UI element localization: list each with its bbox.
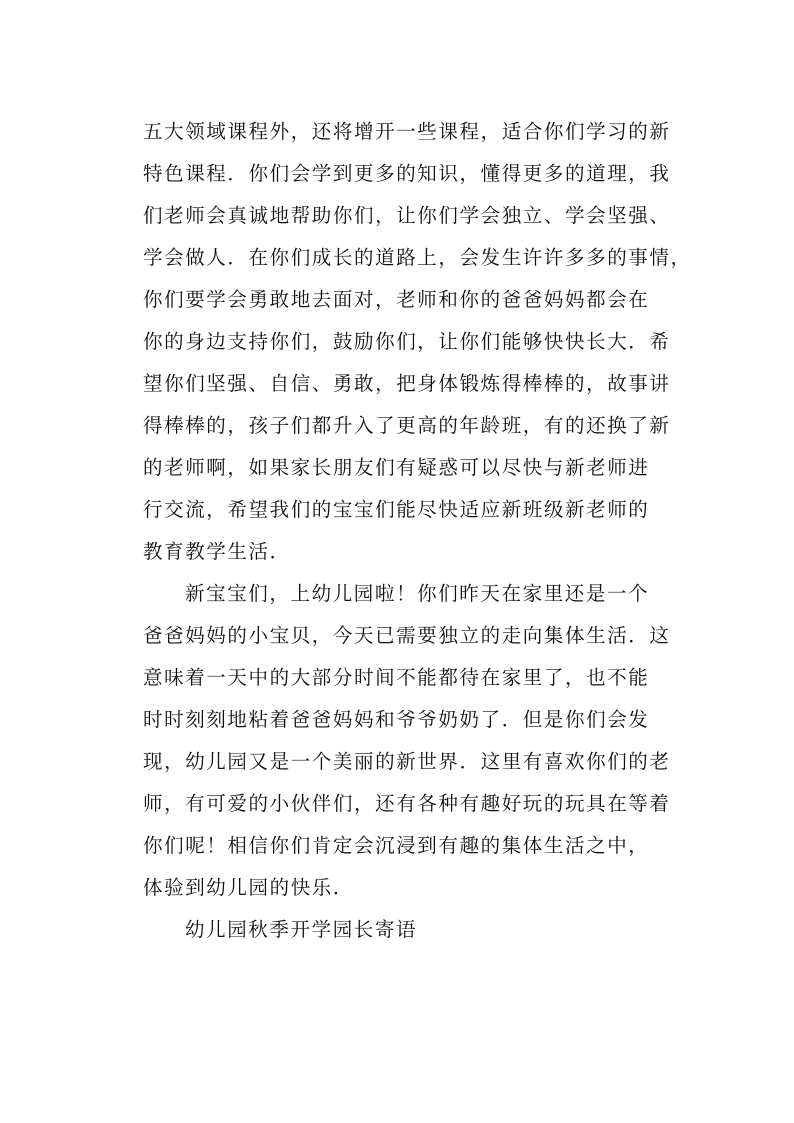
paragraph-start-line: 新宝宝们，上幼儿园啦！你们昨天在家里还是一个 [185,582,650,605]
text-line: 们老师会真诚地帮助你们，让你们学会独立、学会坚强、 [143,204,671,227]
text-line: 你的身边支持你们，鼓励你们，让你们能够快快长大．希 [143,330,671,353]
text-line: 望你们坚强、自信、勇敢，把身体锻炼得棒棒的，故事讲 [143,372,671,395]
text-line: 得棒棒的，孩子们都升入了更高的年龄班，有的还换了新 [143,414,671,437]
section-heading: 幼儿园秋季开学园长寄语 [185,918,418,941]
text-line: 的老师啊，如果家长朋友们有疑惑可以尽快与新老师进 [143,456,650,479]
text-line: 意味着一天中的大部分时间不能都待在家里了，也不能 [143,666,650,689]
text-line: 你们呢！相信你们肯定会沉浸到有趣的集体生活之中， [143,834,650,857]
text-line: 爸爸妈妈的小宝贝，今天已需要独立的走向集体生活．这 [143,624,671,647]
text-line: 五大领域课程外，还将增开一些课程，适合你们学习的新 [143,120,671,143]
text-line: 现，幼儿园又是一个美丽的新世界．这里有喜欢你们的老 [143,750,671,773]
text-line: 特色课程．你们会学到更多的知识，懂得更多的道理，我 [143,162,671,185]
text-line: 行交流，希望我们的宝宝们能尽快适应新班级新老师的 [143,498,650,521]
text-line: 体验到幼儿园的快乐． [143,876,355,899]
text-line: 教育教学生活． [143,540,291,563]
text-line: 你们要学会勇敢地去面对，老师和你的爸爸妈妈都会在 [143,288,650,311]
text-line: 学会做人．在你们成长的道路上，会发生许许多多的事情， [143,246,692,269]
text-line: 师，有可爱的小伙伴们，还有各种有趣好玩的玩具在等着 [143,792,671,815]
text-line: 时时刻刻地粘着爸爸妈妈和爷爷奶奶了．但是你们会发 [143,708,650,731]
